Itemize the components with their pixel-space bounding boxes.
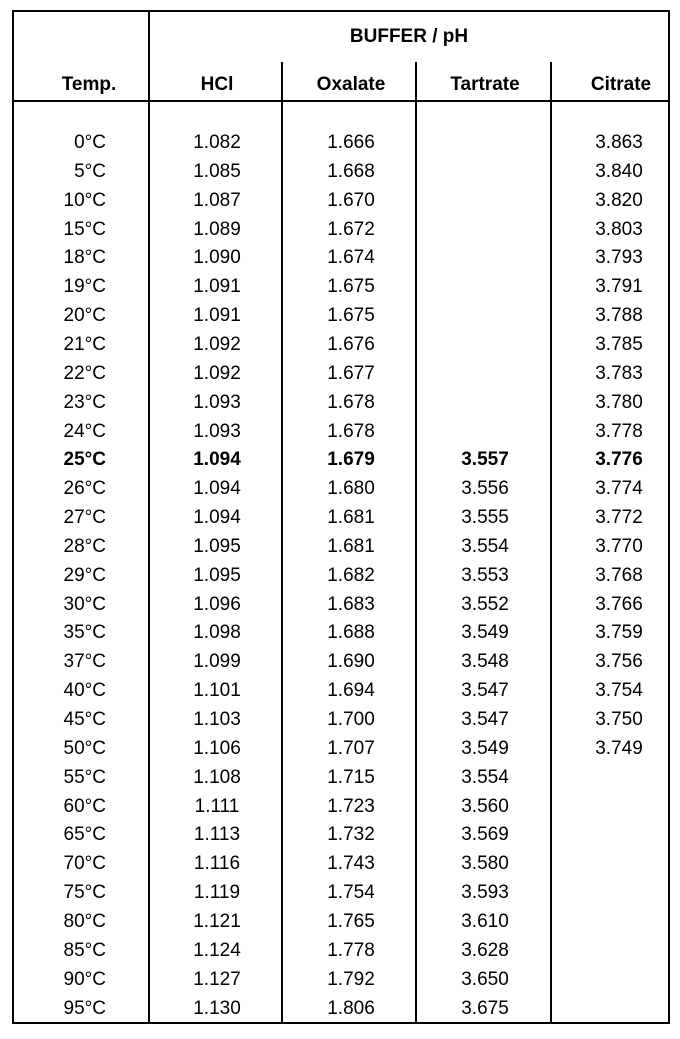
header-citrate: Citrate bbox=[590, 74, 652, 95]
table-row bbox=[14, 618, 668, 647]
temp-cell: 35°C bbox=[63, 622, 106, 644]
table-row bbox=[14, 503, 668, 532]
table-row bbox=[14, 647, 668, 676]
temp-cell: 29°C bbox=[63, 564, 106, 586]
table-row bbox=[14, 792, 668, 821]
table-row bbox=[14, 474, 668, 503]
tartrate-cell bbox=[418, 215, 552, 244]
temp-cell: 90°C bbox=[63, 968, 106, 990]
oxalate-cell: 1.674 bbox=[327, 247, 375, 269]
citrate-cell: 3.766 bbox=[595, 593, 643, 615]
tartrate-cell: 3.569 bbox=[461, 824, 509, 846]
hcl-cell: 1.090 bbox=[193, 247, 241, 269]
citrate-cell: 3.756 bbox=[595, 651, 643, 673]
temp-cell: 30°C bbox=[63, 593, 106, 615]
oxalate-cell: 1.675 bbox=[327, 305, 375, 327]
tartrate-cell: 3.675 bbox=[461, 997, 509, 1019]
citrate-cell: 3.749 bbox=[595, 737, 643, 759]
temp-cell: 22°C bbox=[63, 362, 106, 384]
oxalate-cell: 1.723 bbox=[327, 795, 375, 817]
header-underline-oxalate bbox=[283, 100, 415, 102]
tartrate-cell: 3.549 bbox=[461, 737, 509, 759]
oxalate-cell: 1.680 bbox=[327, 478, 375, 500]
oxalate-cell: 1.681 bbox=[327, 507, 375, 529]
header-temp: Temp. bbox=[61, 74, 117, 95]
citrate-cell: 3.759 bbox=[595, 622, 643, 644]
tartrate-cell: 3.557 bbox=[461, 449, 509, 471]
tartrate-cell: 3.549 bbox=[461, 622, 509, 644]
oxalate-cell: 1.765 bbox=[327, 910, 375, 932]
table-row bbox=[14, 878, 668, 907]
table-row bbox=[14, 359, 668, 388]
citrate-cell: 3.791 bbox=[595, 276, 643, 298]
table-row bbox=[14, 215, 668, 244]
temp-cell: 37°C bbox=[63, 651, 106, 673]
table-row bbox=[14, 186, 668, 215]
oxalate-cell: 1.688 bbox=[327, 622, 375, 644]
oxalate-cell: 1.806 bbox=[327, 997, 375, 1019]
temp-cell: 85°C bbox=[63, 939, 106, 961]
tartrate-cell bbox=[418, 272, 552, 301]
tartrate-cell: 3.554 bbox=[461, 766, 509, 788]
table-row bbox=[14, 243, 668, 272]
buffer-ph-table bbox=[12, 10, 670, 1024]
tartrate-cell bbox=[418, 417, 552, 446]
table-row bbox=[14, 590, 668, 619]
header-underline-temp bbox=[14, 100, 148, 102]
hcl-cell: 1.130 bbox=[193, 997, 241, 1019]
oxalate-cell: 1.670 bbox=[327, 189, 375, 211]
tartrate-cell: 3.650 bbox=[461, 968, 509, 990]
tartrate-cell: 3.628 bbox=[461, 939, 509, 961]
hcl-cell: 1.098 bbox=[193, 622, 241, 644]
temp-cell: 21°C bbox=[63, 333, 106, 355]
header-underline-hcl bbox=[150, 100, 281, 102]
table-row bbox=[14, 676, 668, 705]
tartrate-cell bbox=[418, 128, 552, 157]
tartrate-cell bbox=[418, 243, 552, 272]
citrate-cell bbox=[552, 907, 680, 936]
citrate-cell: 3.774 bbox=[595, 478, 643, 500]
oxalate-cell: 1.743 bbox=[327, 853, 375, 875]
hcl-cell: 1.101 bbox=[193, 680, 241, 702]
citrate-cell: 3.772 bbox=[595, 507, 643, 529]
tartrate-cell: 3.548 bbox=[461, 651, 509, 673]
citrate-cell bbox=[552, 849, 680, 878]
temp-cell: 26°C bbox=[63, 478, 106, 500]
oxalate-cell: 1.694 bbox=[327, 680, 375, 702]
table-row bbox=[14, 820, 668, 849]
table-row bbox=[14, 532, 668, 561]
oxalate-cell: 1.672 bbox=[327, 218, 375, 240]
table-row bbox=[14, 388, 668, 417]
hcl-cell: 1.093 bbox=[193, 391, 241, 413]
tartrate-cell bbox=[418, 157, 552, 186]
table-row bbox=[14, 272, 668, 301]
oxalate-cell: 1.676 bbox=[327, 333, 375, 355]
citrate-cell bbox=[552, 763, 680, 792]
oxalate-cell: 1.715 bbox=[327, 766, 375, 788]
hcl-cell: 1.094 bbox=[193, 507, 241, 529]
citrate-cell bbox=[552, 936, 680, 965]
temp-cell: 40°C bbox=[63, 680, 106, 702]
temp-cell: 55°C bbox=[63, 766, 106, 788]
table-row bbox=[14, 763, 668, 792]
hcl-cell: 1.095 bbox=[193, 535, 241, 557]
hcl-cell: 1.111 bbox=[194, 795, 240, 817]
citrate-cell: 3.768 bbox=[595, 564, 643, 586]
hcl-cell: 1.095 bbox=[193, 564, 241, 586]
tartrate-cell bbox=[418, 186, 552, 215]
hcl-cell: 1.106 bbox=[193, 737, 241, 759]
table-row bbox=[14, 157, 668, 186]
tartrate-cell: 3.547 bbox=[461, 709, 509, 730]
tartrate-cell bbox=[418, 359, 552, 388]
hcl-cell: 1.089 bbox=[193, 218, 241, 240]
temp-cell: 20°C bbox=[63, 305, 106, 327]
citrate-cell: 3.803 bbox=[595, 218, 643, 240]
temp-cell: 80°C bbox=[63, 910, 106, 932]
tartrate-cell bbox=[418, 301, 552, 330]
hcl-cell: 1.092 bbox=[193, 333, 241, 355]
oxalate-cell: 1.690 bbox=[327, 651, 375, 673]
tartrate-cell: 3.554 bbox=[461, 535, 509, 557]
citrate-cell: 3.793 bbox=[595, 247, 643, 269]
temp-cell: 75°C bbox=[63, 882, 106, 904]
temp-cell: 50°C bbox=[63, 737, 106, 759]
temp-cell: 27°C bbox=[63, 507, 106, 529]
tartrate-cell: 3.555 bbox=[461, 507, 509, 529]
hcl-cell: 1.082 bbox=[193, 132, 241, 153]
temp-cell: 60°C bbox=[63, 795, 106, 817]
table-row bbox=[14, 330, 668, 359]
hcl-cell: 1.113 bbox=[193, 824, 241, 846]
table-row bbox=[14, 301, 668, 330]
header-underline-tartrate bbox=[417, 100, 550, 102]
hcl-cell: 1.093 bbox=[193, 420, 241, 442]
citrate-cell bbox=[552, 965, 680, 994]
oxalate-cell: 1.666 bbox=[327, 132, 375, 153]
table-row bbox=[14, 849, 668, 878]
hcl-cell: 1.094 bbox=[193, 449, 241, 471]
hcl-cell: 1.108 bbox=[193, 766, 241, 788]
tartrate-cell: 3.560 bbox=[461, 795, 509, 817]
citrate-cell bbox=[552, 792, 680, 821]
header-oxalate: Oxalate bbox=[316, 74, 386, 95]
table-row bbox=[14, 734, 668, 763]
tartrate-cell bbox=[418, 330, 552, 359]
temp-cell: 28°C bbox=[63, 535, 106, 557]
tartrate-cell: 3.553 bbox=[461, 564, 509, 586]
hcl-cell: 1.124 bbox=[193, 939, 241, 961]
oxalate-cell: 1.677 bbox=[327, 362, 375, 384]
table-row bbox=[14, 561, 668, 590]
temp-cell: 5°C bbox=[74, 160, 106, 182]
tartrate-cell: 3.547 bbox=[461, 680, 509, 702]
hcl-cell: 1.121 bbox=[193, 910, 241, 932]
table-row bbox=[14, 994, 668, 1023]
tartrate-cell: 3.593 bbox=[461, 882, 509, 904]
temp-cell: 15°C bbox=[63, 218, 106, 240]
temp-cell: 18°C bbox=[63, 247, 106, 269]
citrate-cell: 3.776 bbox=[595, 449, 643, 471]
tartrate-cell: 3.552 bbox=[461, 593, 509, 615]
hcl-cell: 1.103 bbox=[193, 709, 241, 730]
hcl-cell: 1.119 bbox=[193, 882, 241, 904]
citrate-cell: 3.778 bbox=[595, 420, 643, 442]
table-row bbox=[14, 417, 668, 446]
temp-cell: 0°C bbox=[74, 132, 106, 153]
hcl-cell: 1.096 bbox=[193, 593, 241, 615]
citrate-cell: 3.820 bbox=[595, 189, 643, 211]
temp-cell: 70°C bbox=[63, 853, 106, 875]
hcl-cell: 1.127 bbox=[193, 968, 241, 990]
table-row bbox=[14, 445, 668, 474]
oxalate-cell: 1.792 bbox=[327, 968, 375, 990]
citrate-cell: 3.750 bbox=[595, 709, 643, 730]
oxalate-cell: 1.683 bbox=[327, 593, 375, 615]
citrate-cell bbox=[552, 994, 680, 1023]
header-underline-citrate bbox=[552, 100, 668, 102]
header-tartrate: Tartrate bbox=[450, 74, 520, 95]
citrate-cell: 3.780 bbox=[595, 391, 643, 413]
hcl-cell: 1.091 bbox=[193, 276, 241, 298]
oxalate-cell: 1.778 bbox=[327, 939, 375, 961]
temp-cell: 10°C bbox=[63, 189, 106, 211]
temp-cell: 23°C bbox=[63, 391, 106, 413]
hcl-cell: 1.092 bbox=[193, 362, 241, 384]
citrate-cell: 3.754 bbox=[595, 680, 643, 702]
temp-cell: 45°C bbox=[63, 709, 106, 730]
oxalate-cell: 1.668 bbox=[327, 160, 375, 182]
citrate-cell: 3.788 bbox=[595, 305, 643, 327]
oxalate-cell: 1.681 bbox=[327, 535, 375, 557]
oxalate-cell: 1.707 bbox=[327, 737, 375, 759]
oxalate-cell: 1.679 bbox=[327, 449, 375, 471]
hcl-cell: 1.087 bbox=[193, 189, 241, 211]
hcl-cell: 1.116 bbox=[193, 853, 241, 875]
hcl-cell: 1.091 bbox=[193, 305, 241, 327]
temp-cell: 95°C bbox=[63, 997, 106, 1019]
table-row bbox=[14, 907, 668, 936]
oxalate-cell: 1.754 bbox=[327, 882, 375, 904]
oxalate-cell: 1.675 bbox=[327, 276, 375, 298]
hcl-cell: 1.099 bbox=[193, 651, 241, 673]
temp-cell: 25°C bbox=[63, 449, 106, 471]
citrate-cell: 3.783 bbox=[595, 362, 643, 384]
citrate-cell bbox=[552, 878, 680, 907]
oxalate-cell: 1.732 bbox=[327, 824, 375, 846]
tartrate-cell: 3.580 bbox=[461, 853, 509, 875]
temp-cell: 65°C bbox=[63, 824, 106, 846]
oxalate-cell: 1.678 bbox=[327, 391, 375, 413]
citrate-cell: 3.770 bbox=[595, 535, 643, 557]
table-row bbox=[14, 705, 668, 734]
citrate-cell: 3.840 bbox=[595, 160, 643, 182]
table-row bbox=[14, 965, 668, 994]
tartrate-cell: 3.610 bbox=[461, 910, 509, 932]
temp-cell: 24°C bbox=[63, 420, 106, 442]
citrate-cell: 3.785 bbox=[595, 333, 643, 355]
hcl-cell: 1.094 bbox=[193, 478, 241, 500]
citrate-cell bbox=[552, 820, 680, 849]
tartrate-cell: 3.556 bbox=[461, 478, 509, 500]
oxalate-cell: 1.682 bbox=[327, 564, 375, 586]
oxalate-cell: 1.700 bbox=[327, 709, 375, 730]
hcl-cell: 1.085 bbox=[193, 160, 241, 182]
header-hcl: HCl bbox=[200, 74, 234, 95]
temp-cell: 19°C bbox=[63, 276, 106, 298]
table-row bbox=[14, 128, 668, 157]
oxalate-cell: 1.678 bbox=[327, 420, 375, 442]
header-buffer-ph: BUFFER / pH bbox=[349, 26, 469, 47]
table-row bbox=[14, 936, 668, 965]
citrate-cell: 3.863 bbox=[595, 132, 643, 153]
tartrate-cell bbox=[418, 388, 552, 417]
